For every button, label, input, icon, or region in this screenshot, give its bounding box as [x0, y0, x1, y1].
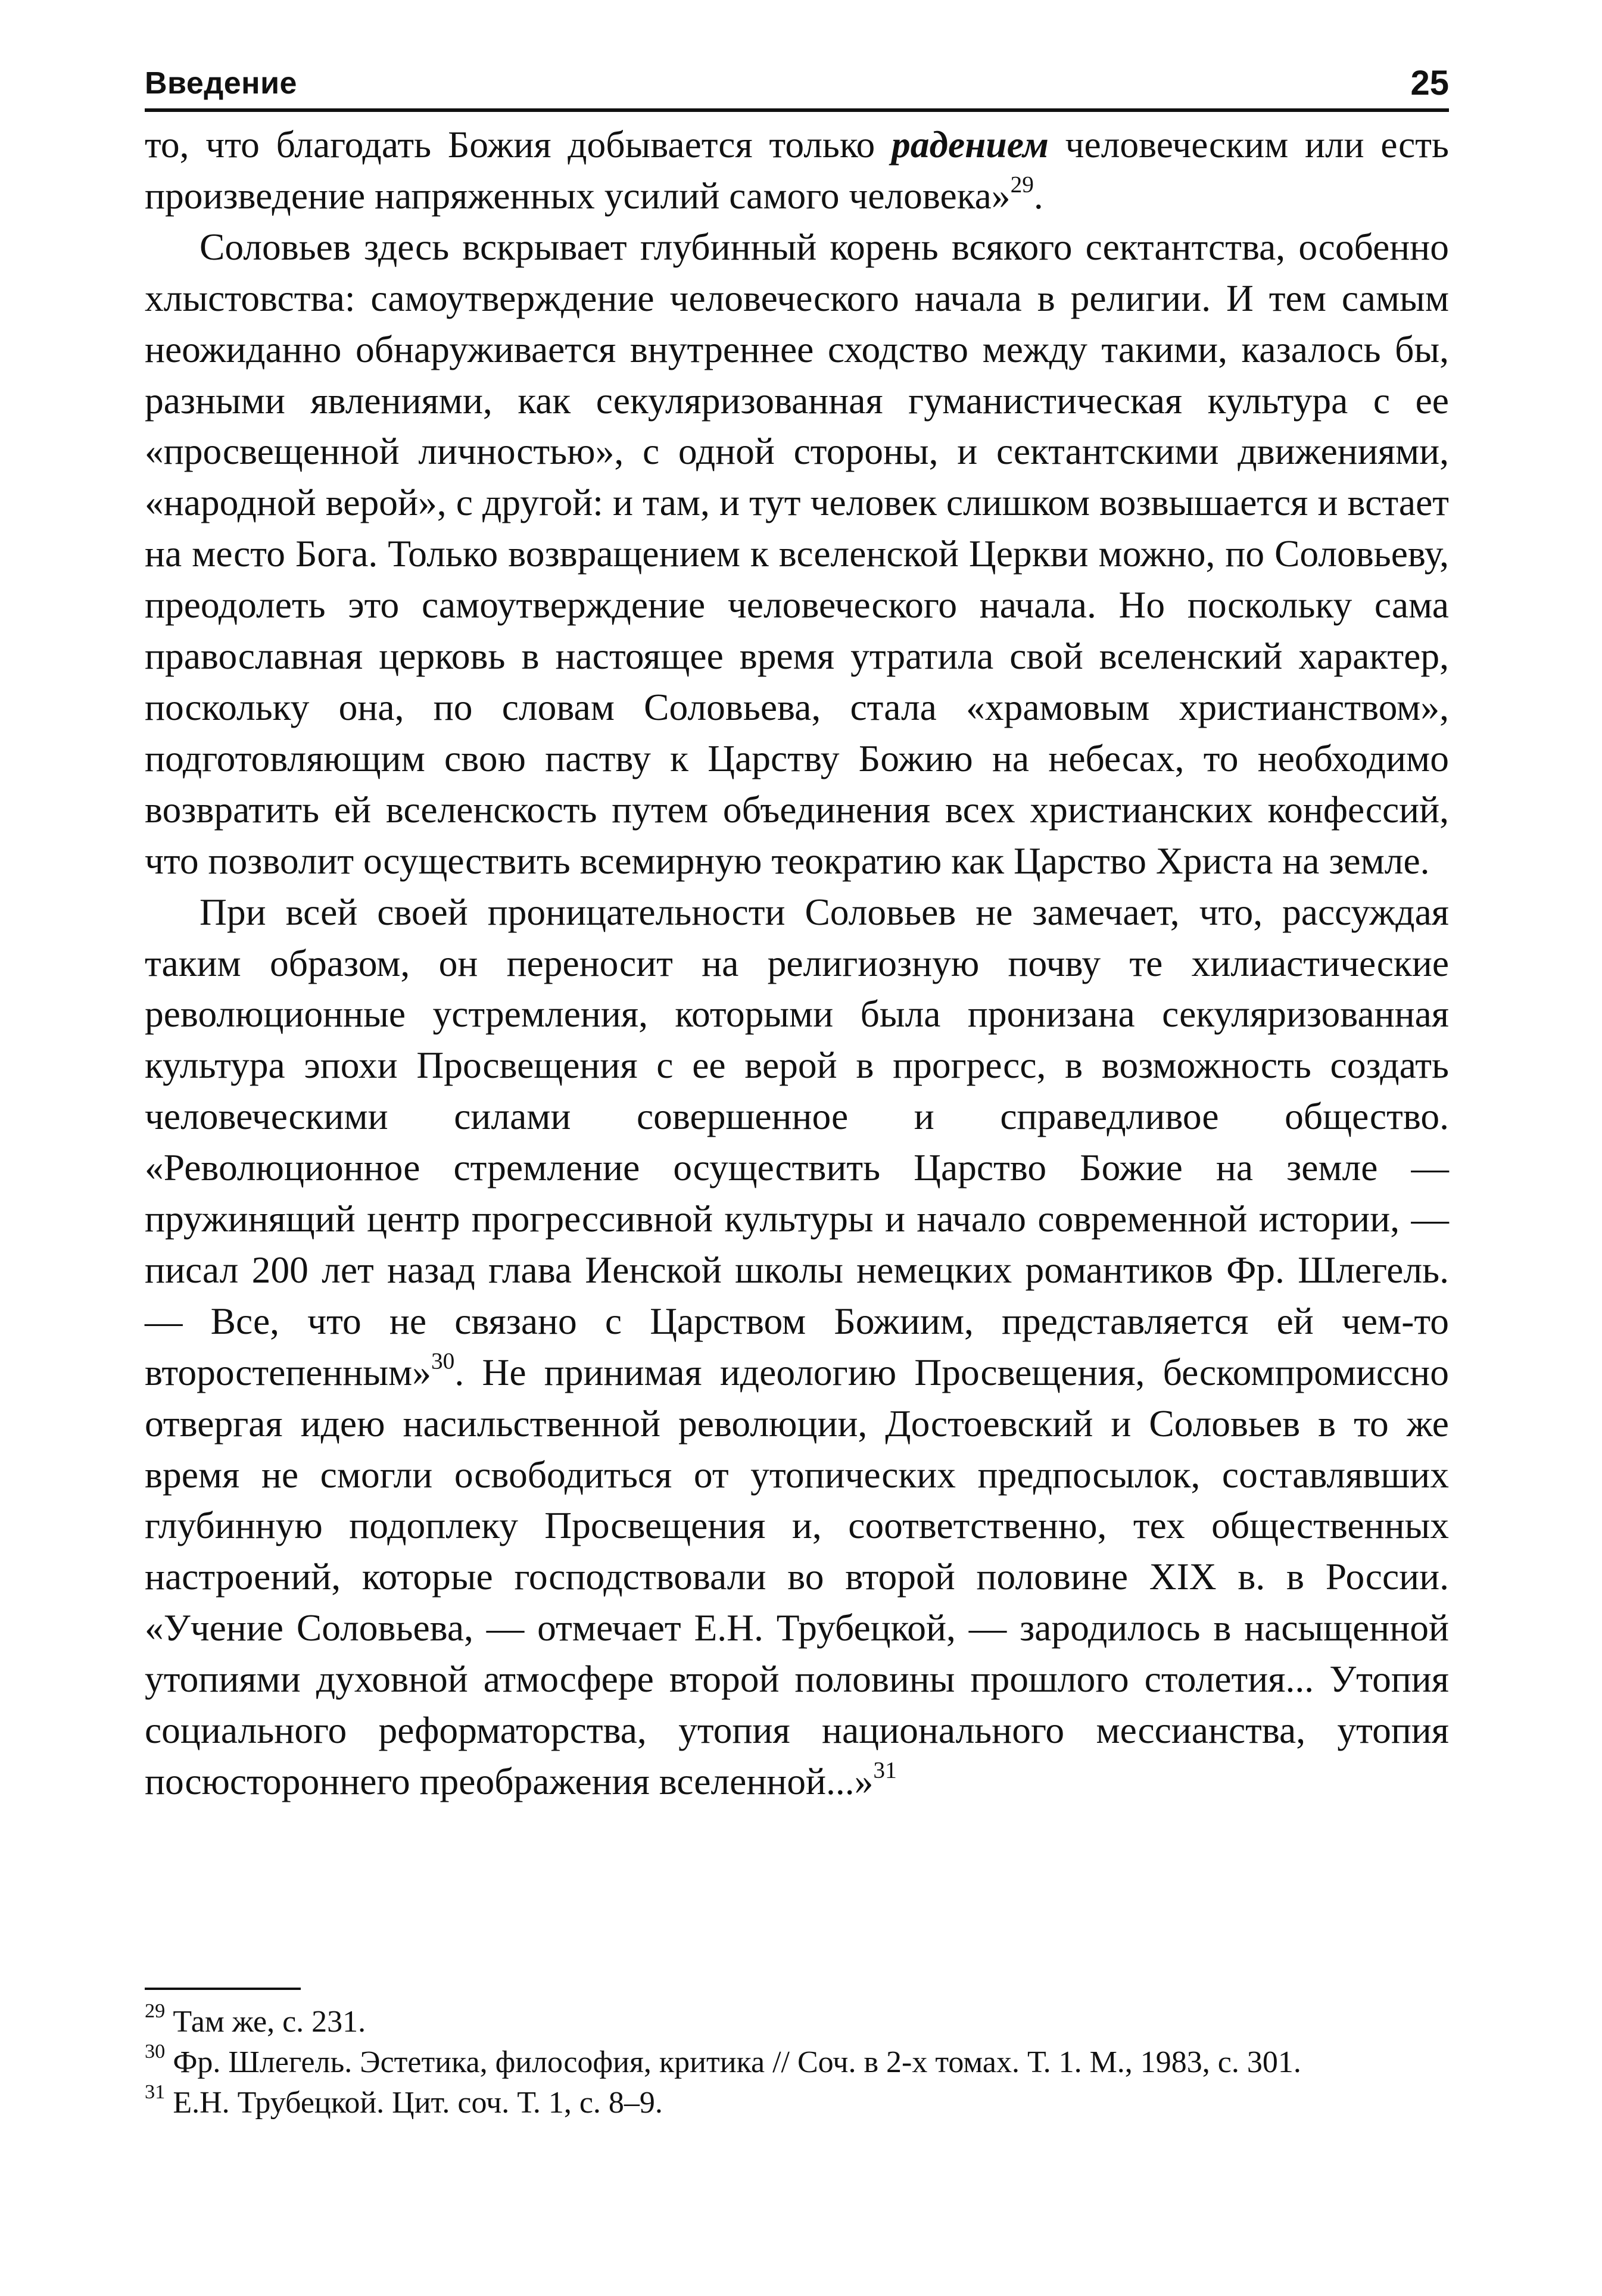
footnote-number: 30: [145, 2039, 166, 2063]
emphasis-text: радением: [891, 123, 1049, 166]
paragraph-3: [145, 887, 1449, 1807]
body-text: [145, 119, 1449, 1807]
footnote-text: Там же, с. 231.: [173, 2005, 366, 2039]
paragraph-1: [145, 119, 1449, 222]
header-rule: [145, 108, 1449, 112]
section-title: Введение: [145, 66, 297, 101]
footnote-text: Фр. Шлегель. Эстетика, философия, критика // Соч. в 2-х томах. Т. 1. М., 1983, с. 301.: [173, 2045, 1301, 2079]
text-run: . Не принимая идеологию Просвещения, бескомпромиссно отвергая идею насильственной революции, Достоевский и Соловьев в то же время не смогли освободиться от утопических предпосылок, составлявших глубинную подоплеку Просвещения и, соответственно, тех общественных настроений, которые господствовали во второй половине XIX в. в России. «Учение Соловьева, — отмечает Е.Н. Трубецкой, — зародилось в насыщенной утопиями духовной атмосфере второй половины прошлого столетия... Утопия социального реформаторства, утопия национального мессианства, утопия посюстороннего преображения вселенной...»: [145, 1350, 1449, 1802]
footnote-separator: [145, 1988, 301, 1990]
footnote-ref-31[interactable]: 31: [873, 1757, 897, 1783]
paragraph-2: [145, 222, 1449, 887]
footnote-number: 31: [145, 2080, 166, 2103]
footnote-31: [145, 2080, 1449, 2123]
text-run: .: [1033, 174, 1043, 217]
footnotes: [145, 1999, 1449, 2123]
text-run: При всей своей проницательности Соловьев не замечает, что, рассуждая таким образом, он переносит на религиозную почву те хилиастические революционные устремления, которыми была пронизана секуляризованная культура эпохи Просвещения с ее верой в прогресс, в возможность создать человеческими силами совершенное и справедливое общество. «Революционное стремление осуществить Царство Божие на земле — пружинящий центр прогрессивной культуры и начало современной истории, — писал 200 лет назад глава Иенской школы немецких романтиков Фр. Шлегель. — Все, что не связано с Царством Божиим, представляется ей чем-то второстепенным»: [145, 890, 1449, 1393]
footnote-ref-30[interactable]: 30: [431, 1347, 455, 1374]
footnote-text: Е.Н. Трубецкой. Цит. соч. Т. 1, с. 8–9.: [173, 2086, 663, 2120]
footnote-number: 29: [145, 1999, 166, 2022]
text-run: то, что благодать Божия добывается только: [145, 123, 892, 166]
footnote-29: [145, 1999, 1449, 2042]
footnote-ref-29[interactable]: 29: [1010, 171, 1034, 198]
running-header: [145, 57, 1449, 105]
text-run: Соловьев здесь вскрывает глубинный корень всякого сектантства, особенно хлыстовства: самоутверждение человеческого начала в религии. И тем самым неожиданно обнаруживается внутреннее сходство между такими, казалось бы, разными явлениями, как секуляризованная гуманистическая культура с ее «просвещенной личностью», с одной стороны, и сектантскими движениями, «народной верой», с другой: и там, и тут человек слишком возвышается и встает на место Бога. Только возвращением к вселенской Церкви можно, по Соловьеву, преодолеть это самоутверждение человеческого начала. Но поскольку сама православная церковь в настоящее время утратила свой вселенский характер, поскольку она, по словам Соловьева, стала «храмовым христианством», подготовляющим свою паству к Царству Божию на небесах, то необходимо возвратить ей вселенскость путем объединения всех христианских конфессий, что позволит осуществить всемирную теократию как Царство Христа на земле.: [145, 225, 1449, 882]
text-run: человеческим или есть произведение напряженных усилий самого человека»: [145, 123, 1449, 217]
footnote-30: [145, 2039, 1449, 2083]
page-number: 25: [1410, 64, 1449, 102]
